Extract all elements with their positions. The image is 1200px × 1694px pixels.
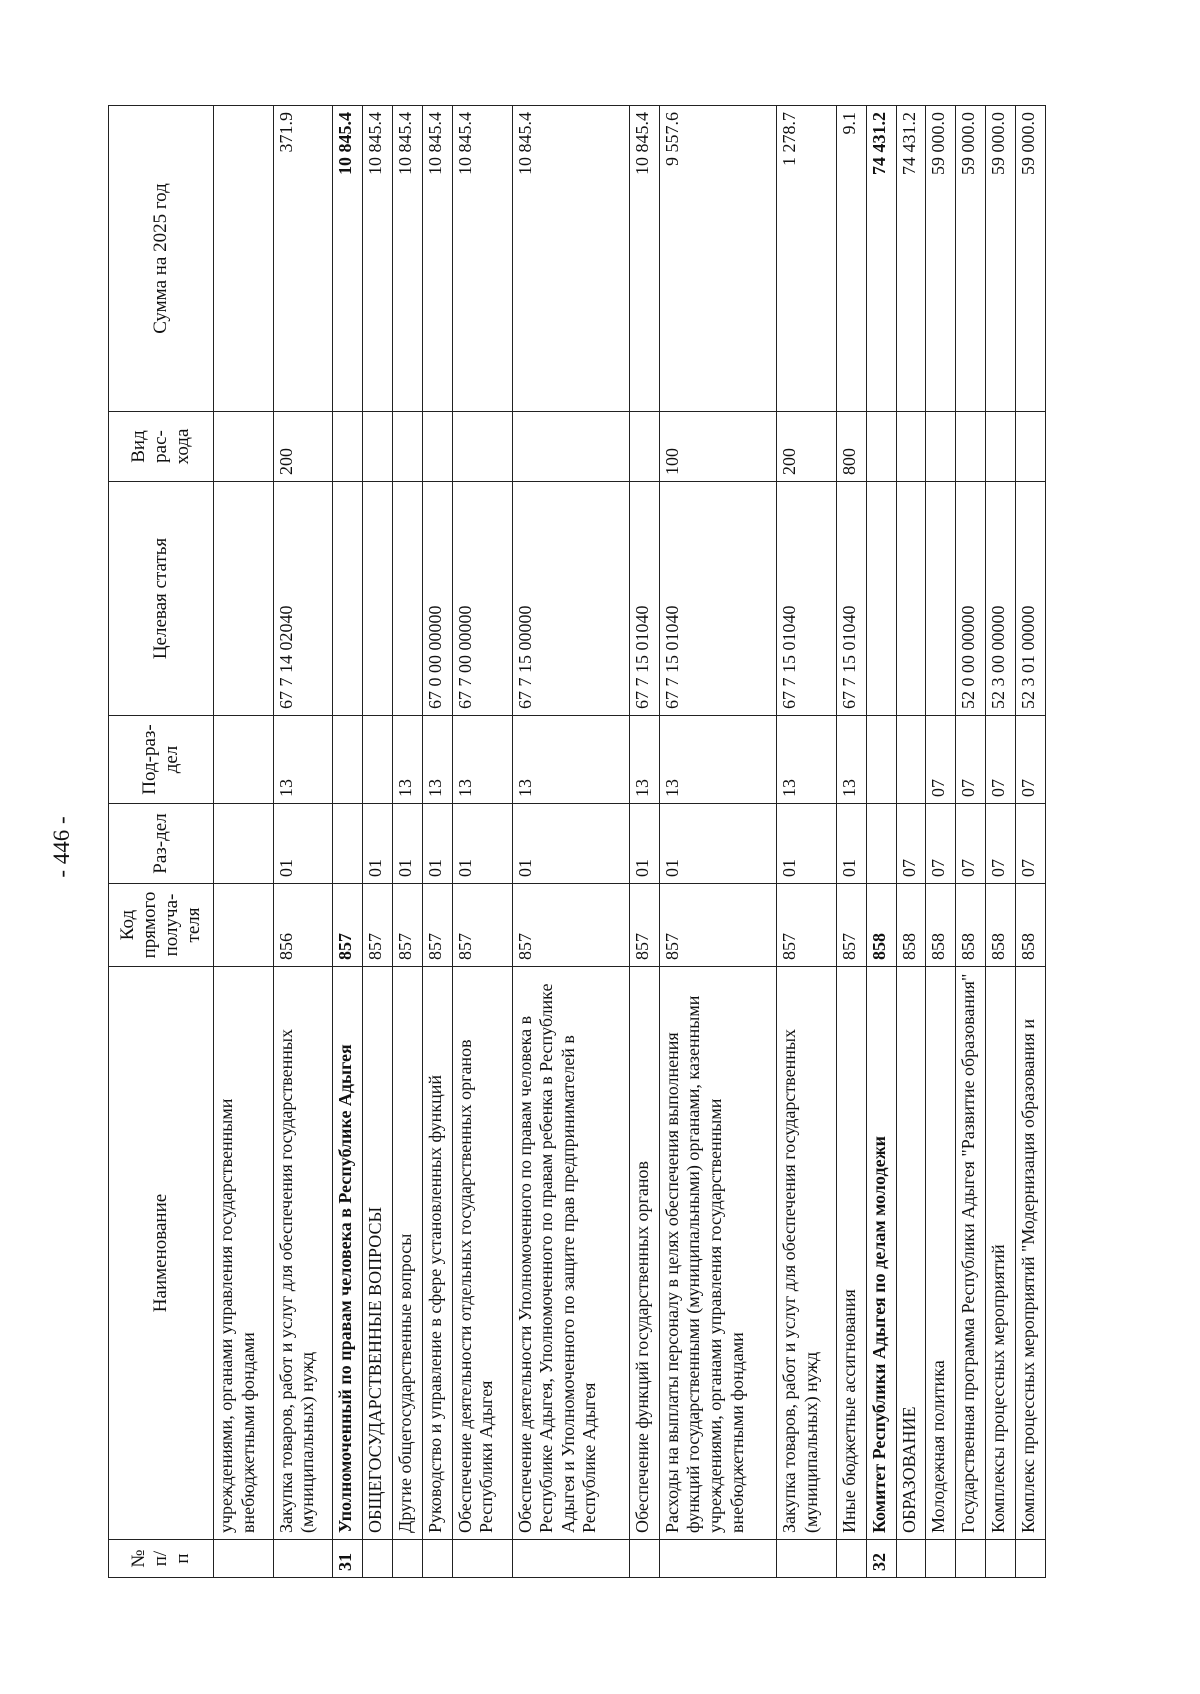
cell-num xyxy=(214,1540,274,1578)
cell-podrazdel: 13 xyxy=(777,716,837,804)
cell-num xyxy=(393,1540,423,1578)
cell-name: Другие общегосударственные вопросы xyxy=(393,967,423,1540)
cell-sum: 9.1 xyxy=(836,106,866,412)
cell-sum: 74 431.2 xyxy=(896,106,926,412)
cell-vid xyxy=(629,412,659,482)
cell-code xyxy=(214,884,274,967)
cell-podrazdel xyxy=(333,716,363,804)
cell-sum xyxy=(214,106,274,412)
cell-num xyxy=(452,1540,512,1578)
cell-podrazdel xyxy=(896,716,926,804)
cell-podrazdel xyxy=(866,716,896,804)
cell-num xyxy=(629,1540,659,1578)
cell-code: 857 xyxy=(363,884,393,967)
cell-name: ОБРАЗОВАНИЕ xyxy=(896,967,926,1540)
cell-razdel: 07 xyxy=(956,804,986,884)
cell-razdel: 01 xyxy=(452,804,512,884)
cell-razdel: 07 xyxy=(896,804,926,884)
cell-target: 67 7 15 01040 xyxy=(836,482,866,716)
cell-name: Руководство и управление в сфере установленных функций xyxy=(423,967,453,1540)
cell-code: 858 xyxy=(956,884,986,967)
cell-vid xyxy=(986,412,1016,482)
table-row xyxy=(659,106,776,1578)
header-name: Наименование xyxy=(109,967,214,1540)
cell-razdel xyxy=(214,804,274,884)
cell-vid xyxy=(956,412,986,482)
cell-target: 67 0 00 00000 xyxy=(423,482,453,716)
cell-num xyxy=(956,1540,986,1578)
cell-name: Закупка товаров, работ и услуг для обеспечения государственных (муниципальных) нужд xyxy=(273,967,333,1540)
cell-podrazdel xyxy=(214,716,274,804)
cell-vid xyxy=(214,412,274,482)
cell-sum: 10 845.4 xyxy=(333,106,363,412)
cell-name: Комплексы процессных мероприятий xyxy=(986,967,1016,1540)
cell-podrazdel: 13 xyxy=(629,716,659,804)
header-target: Целевая статья xyxy=(109,482,214,716)
cell-name: Иные бюджетные ассигнования xyxy=(836,967,866,1540)
cell-name: Обеспечение деятельности отдельных государственных органов Республики Адыгея xyxy=(452,967,512,1540)
cell-vid xyxy=(452,412,512,482)
cell-target xyxy=(866,482,896,716)
cell-vid: 100 xyxy=(659,412,776,482)
cell-razdel: 01 xyxy=(393,804,423,884)
cell-code: 857 xyxy=(659,884,776,967)
cell-target: 52 3 01 00000 xyxy=(1015,482,1045,716)
table-row xyxy=(896,106,926,1578)
cell-sum: 59 000.0 xyxy=(1015,106,1045,412)
cell-num xyxy=(363,1540,393,1578)
rotated-table-frame xyxy=(108,106,1046,1578)
cell-code: 857 xyxy=(333,884,363,967)
cell-name: Молодежная политика xyxy=(926,967,956,1540)
cell-target: 67 7 15 00000 xyxy=(512,482,629,716)
cell-code: 858 xyxy=(896,884,926,967)
cell-razdel: 01 xyxy=(273,804,333,884)
cell-vid xyxy=(363,412,393,482)
cell-name: Обеспечение функций государственных органов xyxy=(629,967,659,1540)
cell-razdel: 07 xyxy=(986,804,1016,884)
table-row xyxy=(777,106,837,1578)
table-row xyxy=(629,106,659,1578)
cell-name: Государственная программа Республики Адыгея "Развитие образования" xyxy=(956,967,986,1540)
cell-sum: 59 000.0 xyxy=(986,106,1016,412)
cell-sum: 10 845.4 xyxy=(512,106,629,412)
cell-code: 857 xyxy=(836,884,866,967)
cell-code: 858 xyxy=(986,884,1016,967)
cell-podrazdel: 07 xyxy=(956,716,986,804)
cell-target: 52 3 00 00000 xyxy=(986,482,1016,716)
cell-vid: 200 xyxy=(273,412,333,482)
table-row xyxy=(956,106,986,1578)
cell-sum: 10 845.4 xyxy=(423,106,453,412)
cell-podrazdel: 07 xyxy=(1015,716,1045,804)
cell-podrazdel: 07 xyxy=(926,716,956,804)
table-row xyxy=(512,106,629,1578)
cell-podrazdel: 13 xyxy=(512,716,629,804)
cell-podrazdel: 13 xyxy=(836,716,866,804)
cell-sum: 59 000.0 xyxy=(926,106,956,412)
cell-num xyxy=(896,1540,926,1578)
cell-sum: 9 557.6 xyxy=(659,106,776,412)
cell-name: Расходы на выплаты персоналу в целях обеспечения выполнения функций государственными (муниципальными) органами, казенными учреждениями, органами управления государственными внебюджетными фондами xyxy=(659,967,776,1540)
cell-code: 858 xyxy=(866,884,896,967)
cell-sum: 371.9 xyxy=(273,106,333,412)
cell-target: 67 7 15 01040 xyxy=(777,482,837,716)
cell-target xyxy=(393,482,423,716)
cell-sum: 10 845.4 xyxy=(363,106,393,412)
cell-code: 857 xyxy=(423,884,453,967)
header-num: № п/п xyxy=(109,1540,214,1578)
table-row xyxy=(836,106,866,1578)
cell-sum: 10 845.4 xyxy=(393,106,423,412)
table-row xyxy=(1015,106,1045,1578)
table-row xyxy=(926,106,956,1578)
cell-code: 858 xyxy=(1015,884,1045,967)
cell-code: 857 xyxy=(393,884,423,967)
table-row xyxy=(363,106,393,1578)
cell-num xyxy=(423,1540,453,1578)
table-row xyxy=(423,106,453,1578)
cell-code: 858 xyxy=(926,884,956,967)
header-razdel: Раз-дел xyxy=(109,804,214,884)
cell-razdel xyxy=(866,804,896,884)
cell-razdel: 01 xyxy=(629,804,659,884)
cell-code: 857 xyxy=(512,884,629,967)
cell-name: Уполномоченный по правам человека в Республике Адыгея xyxy=(333,967,363,1540)
cell-code: 857 xyxy=(629,884,659,967)
cell-podrazdel: 13 xyxy=(393,716,423,804)
table-body xyxy=(214,106,1046,1578)
cell-razdel xyxy=(333,804,363,884)
cell-num xyxy=(777,1540,837,1578)
cell-razdel: 01 xyxy=(777,804,837,884)
cell-num: 31 xyxy=(333,1540,363,1578)
cell-name: Комплекс процессных мероприятий "Модернизация образования и xyxy=(1015,967,1045,1540)
cell-num xyxy=(1015,1540,1045,1578)
header-code: Код прямого получа-теля xyxy=(109,884,214,967)
cell-vid xyxy=(1015,412,1045,482)
cell-razdel: 01 xyxy=(659,804,776,884)
cell-podrazdel xyxy=(363,716,393,804)
cell-target xyxy=(333,482,363,716)
cell-name: учреждениями, органами управления государственными внебюджетными фондами xyxy=(214,967,274,1540)
cell-sum: 59 000.0 xyxy=(956,106,986,412)
cell-vid: 200 xyxy=(777,412,837,482)
cell-sum: 10 845.4 xyxy=(452,106,512,412)
cell-num xyxy=(836,1540,866,1578)
cell-target xyxy=(926,482,956,716)
cell-target xyxy=(896,482,926,716)
cell-target xyxy=(214,482,274,716)
cell-podrazdel: 13 xyxy=(452,716,512,804)
table-row xyxy=(214,106,274,1578)
cell-vid xyxy=(333,412,363,482)
cell-vid xyxy=(866,412,896,482)
cell-code: 857 xyxy=(452,884,512,967)
budget-table xyxy=(108,105,1046,1578)
cell-vid xyxy=(926,412,956,482)
cell-vid xyxy=(393,412,423,482)
cell-razdel: 07 xyxy=(926,804,956,884)
table-header-row xyxy=(109,106,214,1578)
budget-table-container xyxy=(108,106,1046,1578)
cell-sum: 74 431.2 xyxy=(866,106,896,412)
header-sum: Сумма на 2025 год xyxy=(109,106,214,412)
cell-target: 67 7 00 00000 xyxy=(452,482,512,716)
cell-vid xyxy=(512,412,629,482)
cell-num xyxy=(512,1540,629,1578)
cell-target: 67 7 15 01040 xyxy=(629,482,659,716)
header-vid: Вид рас-хода xyxy=(109,412,214,482)
cell-name: Обеспечение деятельности Уполномоченного по правам человека в Республике Адыгея, Уполномоченного по правам ребенка в Республике Адыгея и Уполномоченного по защите прав предпринимателей в Республике Адыгея xyxy=(512,967,629,1540)
cell-name: ОБЩЕГОСУДАРСТВЕННЫЕ ВОПРОСЫ xyxy=(363,967,393,1540)
cell-podrazdel: 13 xyxy=(273,716,333,804)
cell-razdel: 01 xyxy=(836,804,866,884)
cell-razdel: 07 xyxy=(1015,804,1045,884)
cell-podrazdel: 07 xyxy=(986,716,1016,804)
cell-razdel: 01 xyxy=(363,804,393,884)
cell-num xyxy=(659,1540,776,1578)
cell-vid xyxy=(423,412,453,482)
table-row xyxy=(452,106,512,1578)
cell-target: 67 7 14 02040 xyxy=(273,482,333,716)
cell-vid: 800 xyxy=(836,412,866,482)
cell-code: 856 xyxy=(273,884,333,967)
cell-vid xyxy=(896,412,926,482)
cell-target xyxy=(363,482,393,716)
cell-num: 32 xyxy=(866,1540,896,1578)
cell-podrazdel: 13 xyxy=(659,716,776,804)
cell-sum: 10 845.4 xyxy=(629,106,659,412)
cell-num xyxy=(986,1540,1016,1578)
table-row xyxy=(333,106,363,1578)
cell-sum: 1 278.7 xyxy=(777,106,837,412)
cell-name: Закупка товаров, работ и услуг для обеспечения государственных (муниципальных) нужд xyxy=(777,967,837,1540)
table-row xyxy=(273,106,333,1578)
cell-target: 67 7 15 01040 xyxy=(659,482,776,716)
page-number: - 446 - xyxy=(49,816,74,878)
table-row xyxy=(866,106,896,1578)
table-row xyxy=(393,106,423,1578)
cell-code: 857 xyxy=(777,884,837,967)
cell-num xyxy=(926,1540,956,1578)
cell-num xyxy=(273,1540,333,1578)
header-podrazdel: Под-раз-дел xyxy=(109,716,214,804)
table-row xyxy=(986,106,1016,1578)
cell-target: 52 0 00 00000 xyxy=(956,482,986,716)
cell-razdel: 01 xyxy=(512,804,629,884)
cell-razdel: 01 xyxy=(423,804,453,884)
cell-podrazdel: 13 xyxy=(423,716,453,804)
cell-name: Комитет Республики Адыгея по делам молодежи xyxy=(866,967,896,1540)
